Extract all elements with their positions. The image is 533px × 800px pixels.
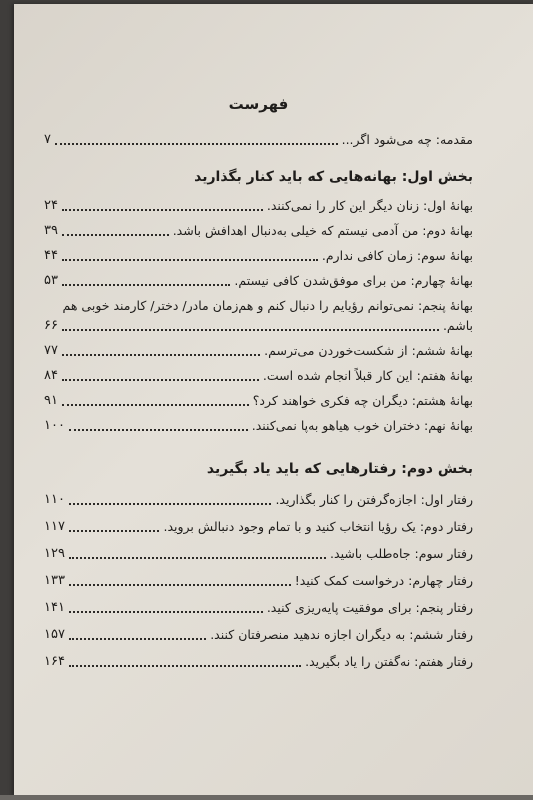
- entry-label: بهانهٔ نهم: دختران خوب هیاهو به‌پا نمی‌کنند.: [251, 418, 473, 433]
- dot-leader: [69, 503, 272, 505]
- entry-page: ۱۴۱: [44, 600, 65, 615]
- toc-entry: [44, 272, 473, 290]
- entry-label: رفتار چهارم: درخواست کمک کنید!: [294, 573, 473, 588]
- dot-leader: [69, 638, 206, 640]
- dot-leader: [69, 665, 301, 667]
- dot-leader: [69, 611, 263, 613]
- entry-label: بهانهٔ چهارم: من برای موفق‌شدن کافی نیستم.: [234, 273, 473, 288]
- entry-page: ۲۴: [44, 198, 58, 213]
- entry-page: ۸۴: [44, 368, 58, 383]
- toc-entry: [44, 222, 473, 240]
- entry-label: رفتار پنجم: برای موفقیت پایه‌ریزی کنید.: [266, 600, 473, 615]
- dot-leader: [62, 234, 169, 236]
- entry-page: ۱۵۷: [44, 627, 65, 642]
- toc-entry: [44, 518, 473, 536]
- toc-entry: [44, 491, 473, 509]
- toc-entry: [44, 392, 473, 410]
- entry-label: رفتار اول: اجازه‌گرفتن را کنار بگذارید.: [275, 492, 473, 507]
- toc-entry: [44, 545, 473, 563]
- entry-label: رفتار دوم: یک رؤیا انتخاب کنید و با تمام وجود دنبالش بروید.: [163, 519, 473, 534]
- entry-label: باشم.: [442, 318, 473, 333]
- entry-page: ۴۴: [44, 248, 58, 263]
- toc-title: فهرست: [228, 95, 289, 113]
- table-of-contents: [44, 95, 473, 680]
- section-1-entries: [44, 197, 473, 435]
- entry-label: بهانهٔ دوم: من آدمی نیستم که خیلی به‌دنبال اهدافش باشد.: [172, 223, 473, 238]
- dot-leader: [62, 404, 249, 406]
- toc-entry-wrapped-line1: بهانهٔ پنجم: نمی‌توانم رؤیایم را دنبال کنم و هم‌زمان مادر/ دختر/ کارمند خوبی هم: [62, 298, 473, 313]
- dot-leader: [69, 557, 326, 559]
- dot-leader: [62, 259, 318, 261]
- toc-entry: [44, 197, 473, 215]
- toc-entry-intro: [44, 131, 473, 149]
- entry-label: بهانهٔ ششم: از شکست‌خوردن می‌ترسم.: [264, 343, 473, 358]
- dot-leader: [69, 530, 160, 532]
- toc-entry: [44, 417, 473, 435]
- toc-entry: [44, 626, 473, 644]
- toc-entry: [44, 572, 473, 590]
- entry-page: ۱۶۴: [44, 654, 65, 669]
- entry-label: رفتار سوم: جاه‌طلب باشید.: [330, 546, 473, 561]
- entry-page: ۱۰۰: [44, 418, 65, 433]
- dot-leader: [62, 329, 439, 331]
- entry-label: بهانهٔ اول: زنان دیگر این کار را نمی‌کنند.: [266, 198, 473, 213]
- entry-label: رفتار هفتم: نه‌گفتن را یاد بگیرید.: [305, 654, 473, 669]
- toc-entry-wrapped-line2: [44, 317, 473, 335]
- dot-leader: [69, 584, 291, 586]
- entry-label: بهانهٔ سوم: زمان کافی ندارم.: [321, 248, 473, 263]
- dot-leader: [62, 379, 259, 381]
- section-2-entries: [44, 491, 473, 671]
- entry-page: ۱۲۹: [44, 546, 65, 561]
- entry-page: ۶۶: [44, 318, 58, 333]
- page-bottom-edge: [0, 795, 533, 800]
- entry-page: ۱۳۳: [44, 573, 65, 588]
- dot-leader: [62, 354, 260, 356]
- dot-leader: [55, 143, 338, 145]
- entry-label: بهانهٔ هفتم: این کار قبلاً انجام شده است.: [262, 368, 473, 383]
- toc-entry: [44, 599, 473, 617]
- dot-leader: [62, 284, 230, 286]
- dot-leader: [62, 209, 263, 211]
- section-2-title: بخش دوم: رفتارهایی که باید یاد بگیرید: [206, 461, 473, 477]
- dot-leader: [69, 429, 248, 431]
- entry-page: ۷۷: [44, 343, 58, 358]
- entry-label: رفتار ششم: به دیگران اجازه ندهید منصرفتان کنند.: [210, 627, 473, 642]
- entry-page: ۷: [44, 132, 51, 147]
- entry-page: ۵۳: [44, 273, 58, 288]
- entry-label: بهانهٔ هشتم: دیگران چه فکری خواهند کرد؟: [252, 393, 473, 408]
- toc-entry: [44, 247, 473, 265]
- section-1-title: بخش اول: بهانه‌هایی که باید کنار بگذارید: [194, 169, 473, 185]
- entry-label: مقدمه: چه می‌شود اگر...: [341, 132, 473, 147]
- toc-entry: [44, 367, 473, 385]
- toc-entry: [44, 653, 473, 671]
- toc-entry: [44, 342, 473, 360]
- entry-page: ۹۱: [44, 393, 58, 408]
- entry-page: ۱۱۰: [44, 492, 65, 507]
- entry-page: ۳۹: [44, 223, 58, 238]
- entry-page: ۱۱۷: [44, 519, 65, 534]
